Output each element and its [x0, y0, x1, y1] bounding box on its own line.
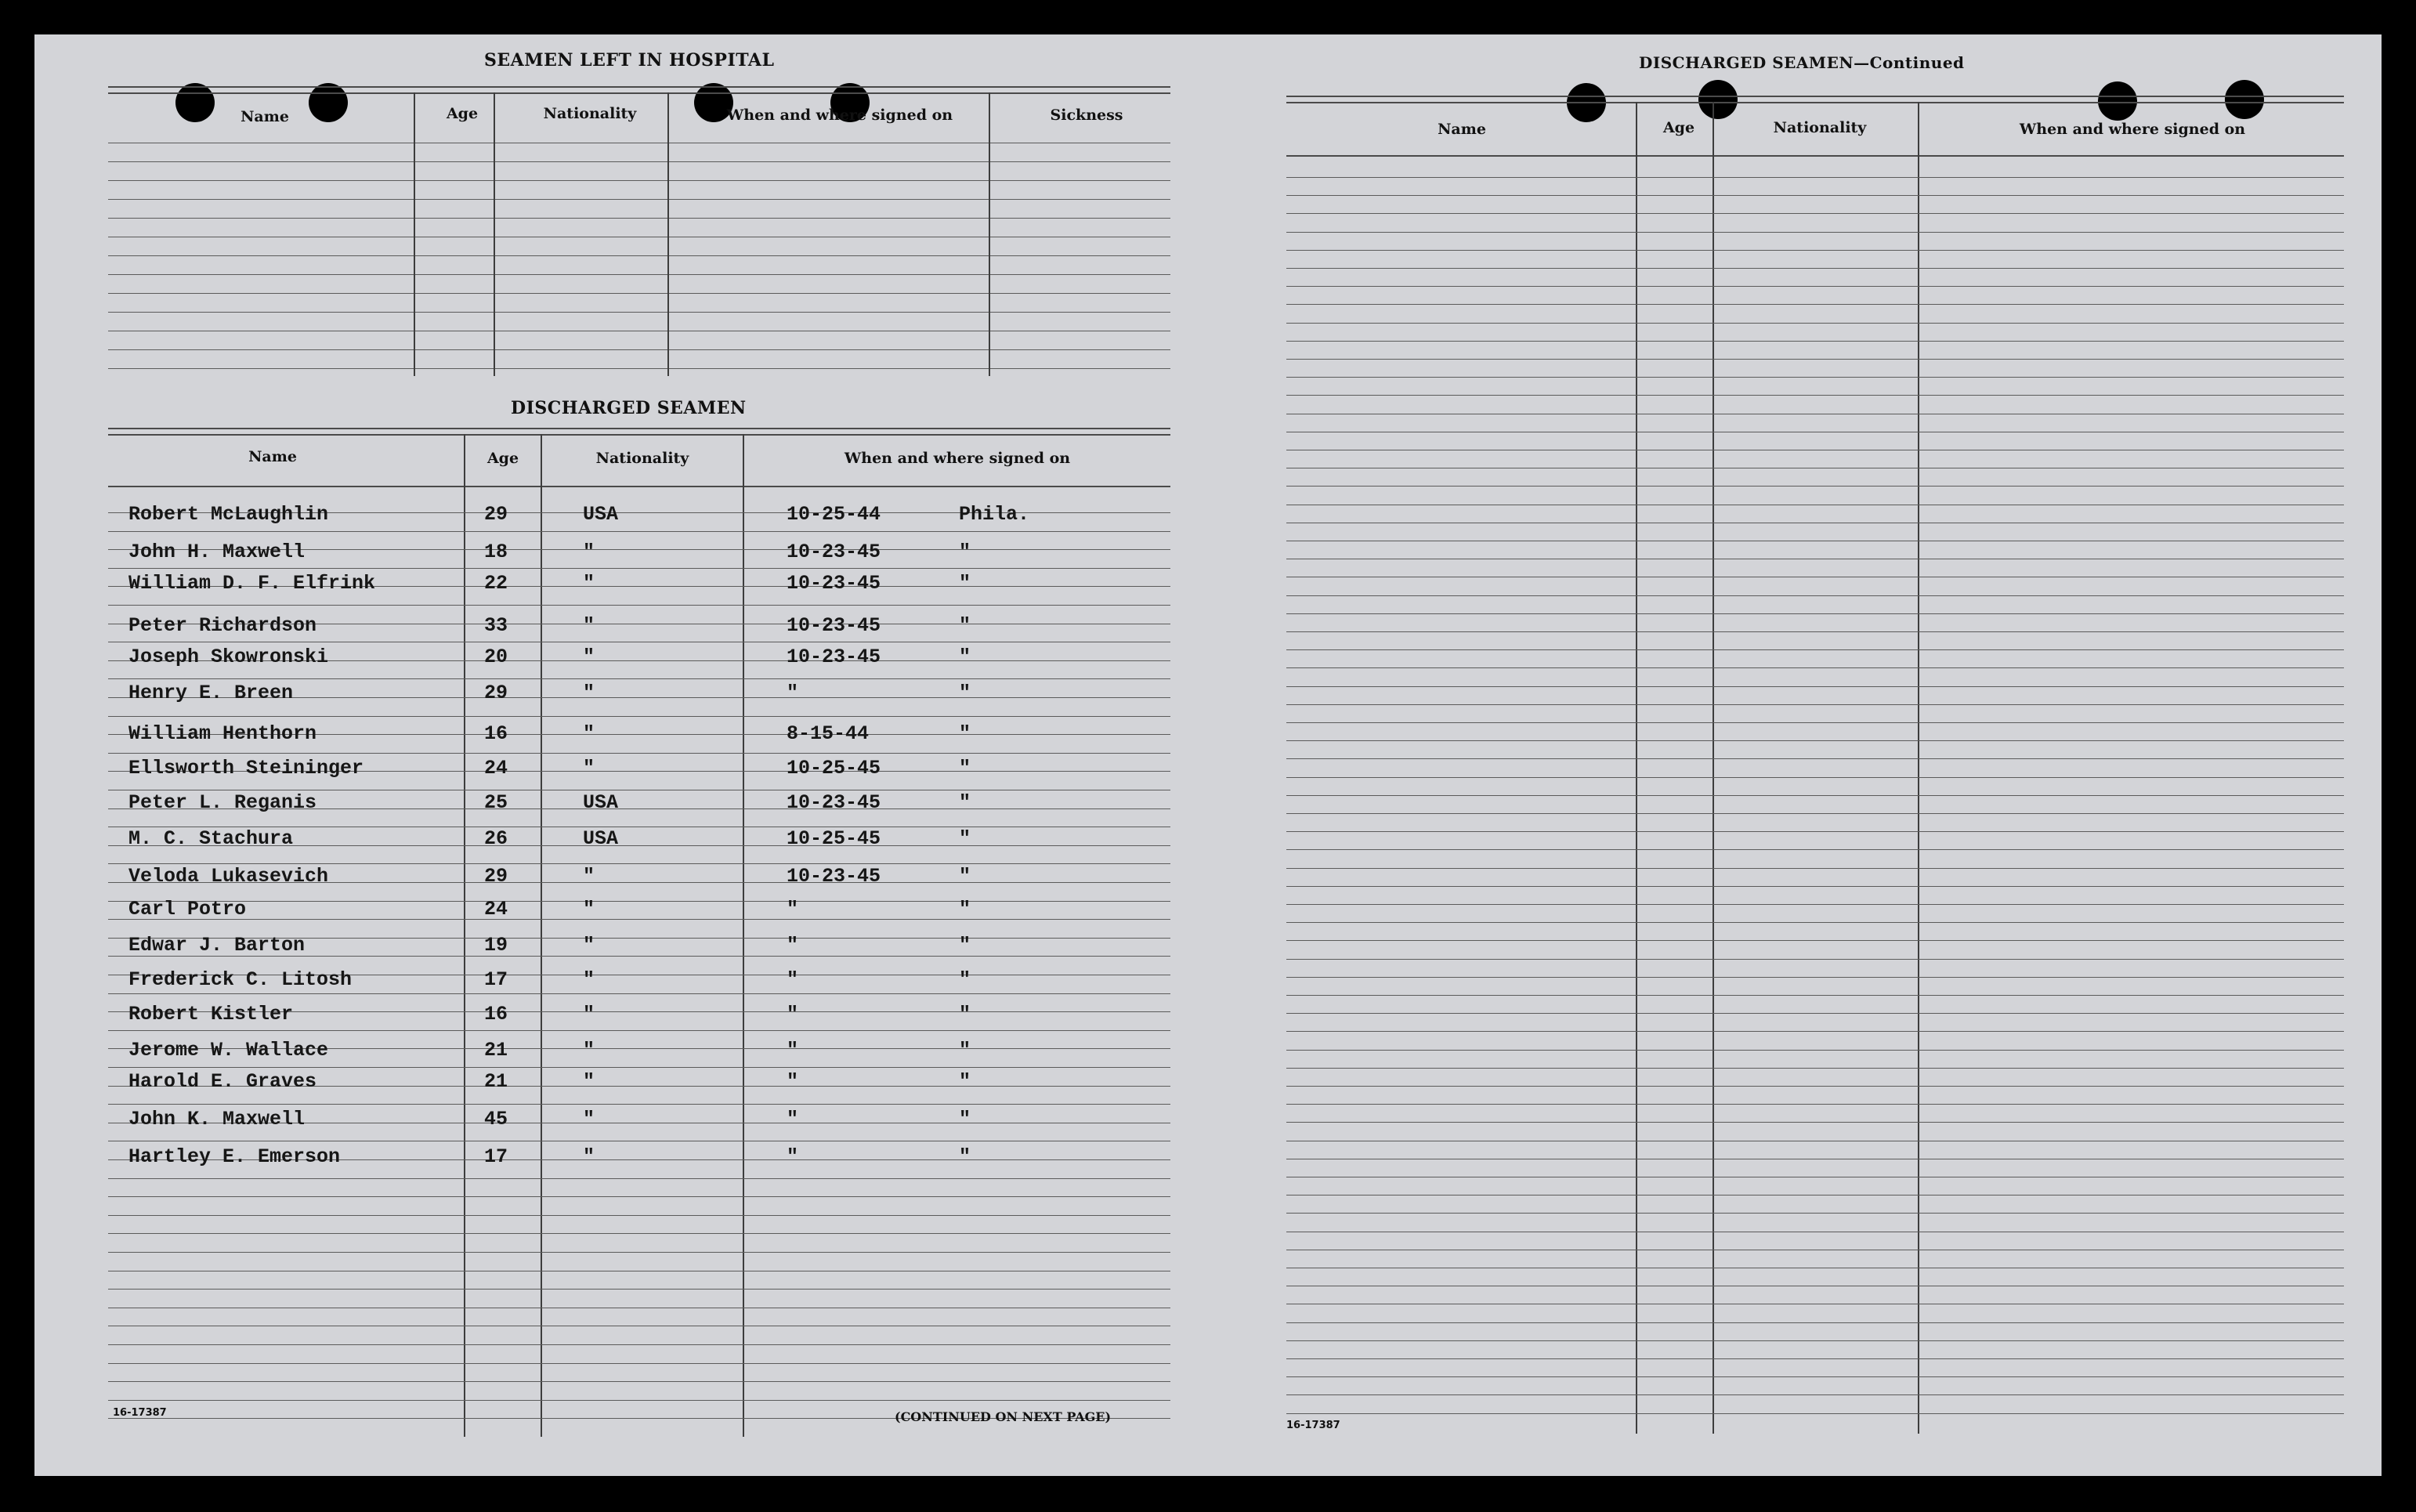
seaman-age: 26 — [484, 827, 508, 850]
seaman-nationality: " — [583, 1108, 595, 1130]
signed-on-date: 10-25-45 — [787, 827, 881, 850]
signed-on-date: 10-23-45 — [787, 646, 881, 668]
punch-hole — [1698, 80, 1738, 119]
seaman-age: 21 — [484, 1070, 508, 1093]
ruled-line — [1286, 268, 2344, 269]
ruled-line — [1286, 831, 2344, 832]
signed-on-date: " — [787, 934, 799, 957]
right-header-name: Name — [1438, 121, 1486, 138]
punch-hole — [2225, 80, 2264, 119]
ruled-line — [1286, 1104, 2344, 1105]
seaman-age: 25 — [484, 791, 508, 814]
ruled-line — [1286, 177, 2344, 178]
hospital-section-title: SEAMEN LEFT IN HOSPITAL — [484, 50, 775, 71]
ruled-line — [1286, 686, 2344, 687]
ruled-line — [1286, 704, 2344, 705]
seaman-age: 29 — [484, 503, 508, 526]
seaman-age: 16 — [484, 1003, 508, 1025]
ruled-line — [108, 753, 1170, 754]
ruled-line — [1286, 977, 2344, 978]
signed-on-place: " — [959, 1070, 971, 1093]
hospital-header-nationality: Nationality — [543, 105, 637, 122]
signed-on-place: " — [959, 614, 971, 637]
signed-on-date: 10-23-45 — [787, 572, 881, 595]
ruled-line — [1286, 395, 2344, 396]
ruled-line — [108, 993, 1170, 994]
signed-on-place: " — [959, 572, 971, 595]
discharged-header-when-where: When and where signed on — [844, 450, 1071, 467]
ruled-line — [1286, 631, 2344, 632]
right-form-number: 16-17387 — [1286, 1420, 1340, 1431]
signed-on-date: 10-23-45 — [787, 791, 881, 814]
ruled-line — [108, 568, 1170, 569]
signed-on-place: " — [959, 1039, 971, 1062]
seaman-age: 29 — [484, 682, 508, 704]
seaman-name: Hartley E. Emerson — [128, 1145, 341, 1168]
signed-on-place: " — [959, 682, 971, 704]
ruled-line — [108, 901, 1170, 902]
seaman-name: Robert Kistler — [128, 1003, 294, 1025]
punch-hole — [2098, 81, 2137, 121]
seaman-nationality: " — [583, 682, 595, 704]
ruled-line — [1286, 1086, 2344, 1087]
seaman-nationality: " — [583, 1145, 595, 1168]
right-header-nationality: Nationality — [1773, 119, 1867, 136]
signed-on-date: " — [787, 1070, 799, 1093]
signed-on-place: " — [959, 757, 971, 780]
seaman-name: Harold E. Graves — [128, 1070, 317, 1093]
ruled-line — [1286, 758, 2344, 759]
ruled-line — [1286, 667, 2344, 668]
seaman-name: M. C. Stachura — [128, 827, 294, 850]
ruled-line — [1286, 649, 2344, 650]
ruled-line — [1286, 195, 2344, 196]
seaman-age: 16 — [484, 722, 508, 745]
signed-on-date: 10-23-45 — [787, 541, 881, 563]
seaman-nationality: " — [583, 865, 595, 888]
ruled-line — [1286, 377, 2344, 378]
ruled-line — [108, 1252, 1170, 1253]
ruled-line — [108, 716, 1170, 717]
seaman-nationality: " — [583, 722, 595, 745]
ruled-line — [108, 180, 1170, 181]
ruled-line — [1286, 959, 2344, 960]
seaman-age: 17 — [484, 1145, 508, 1168]
signed-on-date: " — [787, 1039, 799, 1062]
signed-on-place: " — [959, 541, 971, 563]
signed-on-date: " — [787, 898, 799, 921]
signed-on-place: " — [959, 865, 971, 888]
ruled-line — [1286, 722, 2344, 723]
hospital-header-name: Name — [241, 108, 289, 125]
signed-on-place: " — [959, 827, 971, 850]
hospital-header-age: Age — [446, 105, 479, 122]
seaman-age: 22 — [484, 572, 508, 595]
ruled-line — [108, 1363, 1170, 1364]
seaman-nationality: " — [583, 934, 595, 957]
ruled-line — [108, 605, 1170, 606]
seaman-nationality: " — [583, 572, 595, 595]
ruled-line — [1286, 940, 2344, 941]
signed-on-date: " — [787, 968, 799, 991]
ruled-line — [1286, 922, 2344, 923]
seaman-name: Joseph Skowronski — [128, 646, 329, 668]
seaman-nationality: " — [583, 646, 595, 668]
seaman-age: 33 — [484, 614, 508, 637]
discharged-header-age: Age — [486, 450, 519, 467]
ruled-line — [108, 1104, 1170, 1105]
left-form-number: 16-17387 — [113, 1407, 167, 1419]
seaman-name: John H. Maxwell — [128, 541, 306, 563]
ruled-line — [108, 1233, 1170, 1234]
ruled-line — [1286, 232, 2344, 233]
ruled-line — [108, 274, 1170, 275]
ruled-line — [108, 1196, 1170, 1197]
ruled-line — [1286, 595, 2344, 596]
signed-on-place: " — [959, 1145, 971, 1168]
signed-on-date: " — [787, 1108, 799, 1130]
seaman-nationality: " — [583, 614, 595, 637]
seaman-name: Peter Richardson — [128, 614, 317, 637]
seaman-name: Robert McLaughlin — [128, 503, 329, 526]
hospital-header-when-where: When and where signed on — [726, 107, 953, 124]
ruled-line — [1286, 777, 2344, 778]
ruled-line — [108, 1400, 1170, 1401]
ruled-line — [108, 1067, 1170, 1068]
ruled-line — [108, 161, 1170, 162]
ruled-line — [108, 531, 1170, 532]
ruled-line — [108, 919, 1170, 920]
seaman-nationality: USA — [583, 503, 619, 526]
ruled-line — [1286, 613, 2344, 614]
ruled-line — [1286, 1413, 2344, 1414]
signed-on-place: " — [959, 722, 971, 745]
seaman-name: Henry E. Breen — [128, 682, 294, 704]
ruled-line — [1286, 1213, 2344, 1214]
ruled-line — [1286, 250, 2344, 251]
seaman-name: Ellsworth Steininger — [128, 757, 364, 780]
seaman-nationality: " — [583, 541, 595, 563]
seaman-age: 19 — [484, 934, 508, 957]
ruled-line — [1286, 304, 2344, 305]
ruled-line — [1286, 904, 2344, 905]
right-header-when-where: When and where signed on — [2019, 121, 2246, 138]
seaman-nationality: USA — [583, 791, 619, 814]
seaman-name: William Henthorn — [128, 722, 317, 745]
ruled-line — [1286, 886, 2344, 887]
ruled-line — [1286, 323, 2344, 324]
ruled-line — [1286, 740, 2344, 741]
discharged-section-title: DISCHARGED SEAMEN — [511, 398, 747, 418]
ruled-line — [1286, 1394, 2344, 1395]
signed-on-place: " — [959, 791, 971, 814]
ruled-line — [108, 368, 1170, 369]
ruled-line — [108, 1215, 1170, 1216]
ruled-line — [1286, 1031, 2344, 1032]
seaman-nationality: " — [583, 1039, 595, 1062]
ruled-line — [1286, 868, 2344, 869]
signed-on-date: " — [787, 1003, 799, 1025]
ruled-line — [108, 1289, 1170, 1290]
seaman-name: Frederick C. Litosh — [128, 968, 353, 991]
signed-on-place: " — [959, 1003, 971, 1025]
signed-on-place: " — [959, 646, 971, 668]
ruled-line — [1286, 341, 2344, 342]
seaman-name: John K. Maxwell — [128, 1108, 306, 1130]
seaman-age: 18 — [484, 541, 508, 563]
ruled-line — [1286, 359, 2344, 360]
seaman-age: 21 — [484, 1039, 508, 1062]
ruled-line — [108, 293, 1170, 294]
right-page-title: DISCHARGED SEAMEN—Continued — [1639, 53, 1965, 72]
ruled-line — [108, 255, 1170, 256]
ruled-line — [108, 678, 1170, 679]
ruled-line — [1286, 849, 2344, 850]
seaman-age: 24 — [484, 757, 508, 780]
signed-on-place: Phila. — [959, 503, 1030, 526]
seaman-name: William D. F. Elfrink — [128, 572, 376, 595]
signed-on-date: " — [787, 1145, 799, 1168]
signed-on-date: 10-23-45 — [787, 865, 881, 888]
seaman-name: Carl Potro — [128, 898, 247, 921]
signed-on-date: 10-25-44 — [787, 503, 881, 526]
ruled-line — [1286, 1122, 2344, 1123]
ruled-line — [1286, 1050, 2344, 1051]
signed-on-date: 8-15-44 — [787, 722, 870, 745]
ruled-line — [108, 199, 1170, 200]
ruled-line — [1286, 1340, 2344, 1341]
ruled-line — [1286, 1376, 2344, 1377]
seaman-nationality: " — [583, 1070, 595, 1093]
ruled-line — [1286, 795, 2344, 796]
ruled-line — [108, 1381, 1170, 1382]
signed-on-place: " — [959, 898, 971, 921]
signed-on-date: 10-25-45 — [787, 757, 881, 780]
hospital-header-sickness: Sickness — [1050, 107, 1123, 124]
ruled-line — [1286, 1013, 2344, 1014]
ruled-line — [1286, 213, 2344, 214]
seaman-nationality: " — [583, 1003, 595, 1025]
right-header-age: Age — [1662, 119, 1695, 136]
seaman-age: 20 — [484, 646, 508, 668]
ruled-line — [1286, 813, 2344, 814]
seaman-name: Jerome W. Wallace — [128, 1039, 329, 1062]
seaman-name: Veloda Lukasevich — [128, 865, 329, 888]
seaman-nationality: " — [583, 757, 595, 780]
ruled-line — [1286, 486, 2344, 487]
seaman-age: 29 — [484, 865, 508, 888]
ruled-line — [108, 218, 1170, 219]
seaman-nationality: " — [583, 898, 595, 921]
seaman-age: 17 — [484, 968, 508, 991]
ruled-line — [108, 349, 1170, 350]
ruled-line — [1286, 1358, 2344, 1359]
ruled-line — [108, 312, 1170, 313]
seaman-age: 45 — [484, 1108, 508, 1130]
signed-on-date: 10-23-45 — [787, 614, 881, 637]
seaman-nationality: " — [583, 968, 595, 991]
ruled-line — [1286, 286, 2344, 287]
signed-on-place: " — [959, 934, 971, 957]
ruled-line — [108, 1030, 1170, 1031]
continued-note: (CONTINUED ON NEXT PAGE) — [895, 1409, 1112, 1424]
signed-on-place: " — [959, 968, 971, 991]
ruled-line — [1286, 1322, 2344, 1323]
seaman-age: 24 — [484, 898, 508, 921]
discharged-header-name: Name — [248, 448, 297, 465]
ruled-line — [1286, 995, 2344, 996]
signed-on-place: " — [959, 1108, 971, 1130]
discharged-header-nationality: Nationality — [595, 450, 689, 467]
ruled-line — [108, 1344, 1170, 1345]
seaman-name: Peter L. Reganis — [128, 791, 317, 814]
seaman-nationality: USA — [583, 827, 619, 850]
seaman-name: Edwar J. Barton — [128, 934, 306, 957]
ruled-line — [108, 1178, 1170, 1179]
ruled-line — [1286, 1068, 2344, 1069]
signed-on-date: " — [787, 682, 799, 704]
crew-list-document — [34, 34, 2382, 1476]
